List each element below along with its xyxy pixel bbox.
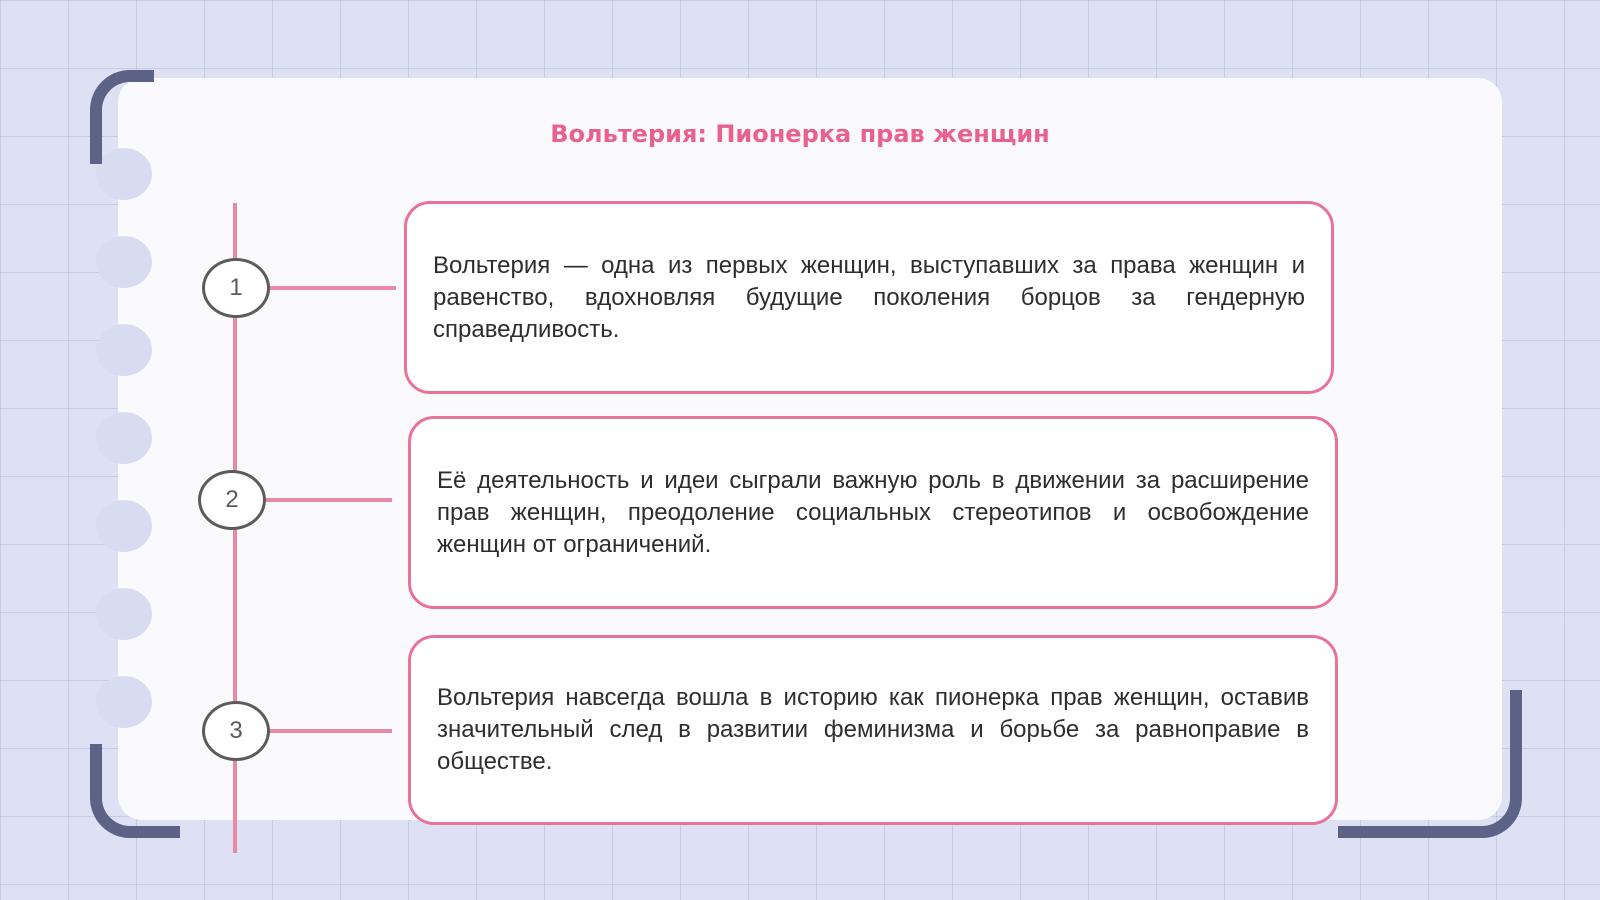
scallop-edge bbox=[96, 588, 152, 640]
scallop-edge bbox=[96, 412, 152, 464]
step-number: 2 bbox=[225, 486, 239, 513]
timeline-connector-2 bbox=[264, 498, 392, 502]
timeline-connector-3 bbox=[268, 729, 392, 733]
scallop-edge bbox=[96, 676, 152, 728]
step-marker-2 bbox=[198, 470, 266, 530]
scallop-edge bbox=[96, 324, 152, 376]
slide-title: Вольтерия: Пионерка прав женщин bbox=[550, 120, 1050, 148]
timeline-card-2 bbox=[408, 416, 1338, 609]
scallop-edge bbox=[96, 500, 152, 552]
card-text: Вольтерия навсегда вошла в историю как пионерка прав женщин, оставив значительный след в развитии феминизма и борьбе за равноправие в обществе. bbox=[437, 684, 1309, 775]
scallop-edge bbox=[96, 236, 152, 288]
step-number: 3 bbox=[229, 717, 243, 744]
tick-mark bbox=[1564, 530, 1565, 622]
card-text: Её деятельность и идеи сыграли важную роль в движении за расширение прав женщин, преодоление социальных стереотипов и освобождение женщин от ограничений. bbox=[437, 466, 1309, 558]
card-text: Вольтерия — одна из первых женщин, выступавших за права женщин и равенство, вдохновляя будущие поколения борцов за гендерную справедливость. bbox=[433, 251, 1305, 343]
timeline-connector-1 bbox=[268, 286, 396, 290]
frame-corner-bottom-right bbox=[1338, 690, 1522, 838]
frame-corner-bottom-left bbox=[90, 744, 180, 838]
step-marker-3 bbox=[202, 701, 270, 761]
frame-corner-top-left bbox=[90, 70, 154, 164]
step-marker-1 bbox=[202, 258, 270, 318]
timeline-card-3 bbox=[408, 635, 1338, 825]
step-number: 1 bbox=[229, 274, 243, 301]
timeline-card-1 bbox=[404, 201, 1334, 394]
